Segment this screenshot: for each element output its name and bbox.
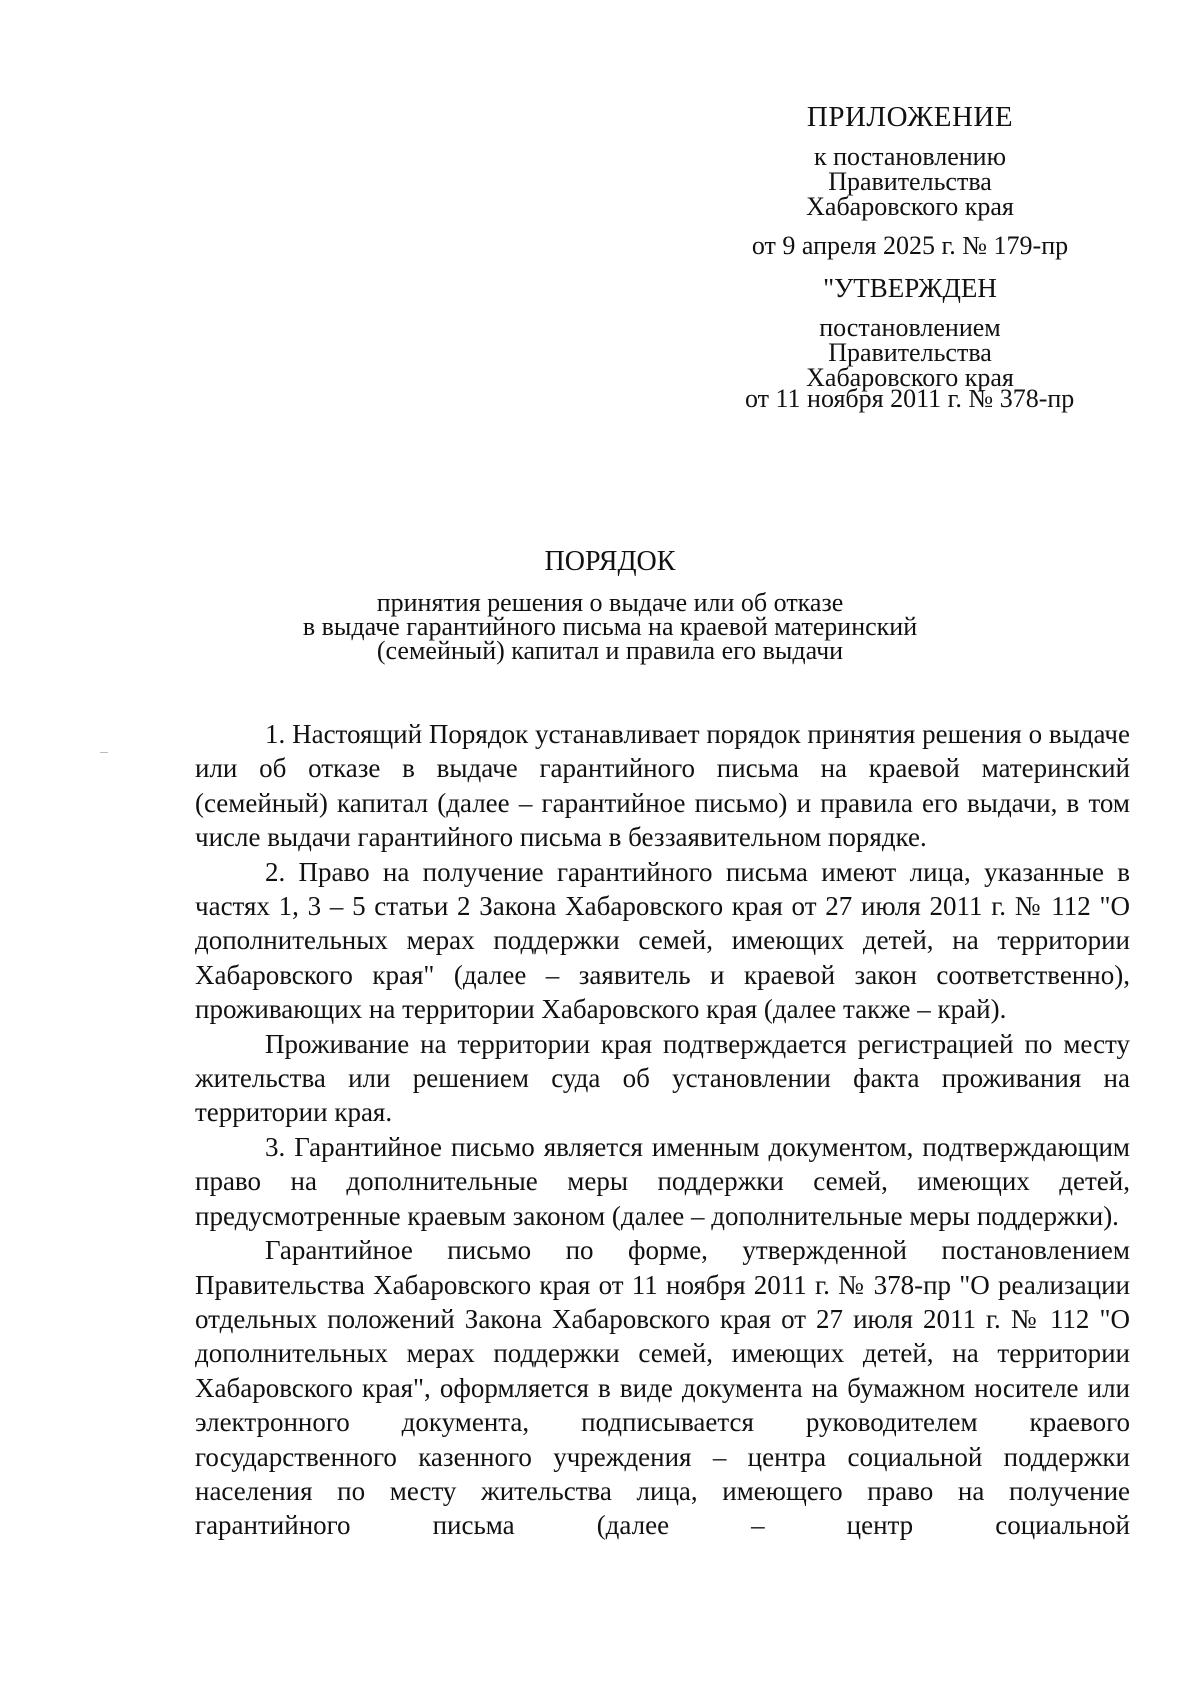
- appendix-title: ПРИЛОЖЕНИЕ: [806, 101, 1014, 133]
- document-body: [195, 717, 1130, 1543]
- document-title-main: ПОРЯДОК: [544, 546, 676, 577]
- approved-by-line-1: постановлением: [819, 313, 1001, 342]
- paragraph-3: Проживание на территории края подтверждается регистрацией по месту жительства или решением суда об установлении факта проживания на территории края.: [195, 1028, 1130, 1128]
- paragraph-5: Гарантийное письмо по форме, утвержденной постановлением Правительства Хабаровского края от 11 ноября 2011 г. № 378-пр "О реализации отдельных положений Закона Хабаровского края от 27 июля 2011 г. № 112 "О дополнительных мерах поддержки семей, имеющих детей, на территории Хабаровского края", оформляется в виде документа на бумажном носителе или электронного документа, подписывается руководителем краевого государственного казенного учреждения – центра социальной поддержки населения по месту жительства лица, имеющего право на получение гарантийного письма (далее – центр социальной: [195, 1235, 1130, 1541]
- resolution-line-1: к постановлению: [813, 142, 1007, 171]
- appendix-header: [700, 100, 1120, 390]
- document-title-sub-3: (семейный) капитал и правила его выдачи: [376, 636, 844, 665]
- document-title: [250, 545, 970, 663]
- approved-by-line-3: Хабаровского края: [806, 363, 1014, 392]
- document-title-sub-1: принятия решения о выдаче или об отказе: [376, 588, 844, 617]
- document-title-sub-2: в выдаче гарантийного письма на краевой материнский: [302, 612, 918, 641]
- approved-date: от 11 ноября 2011 г. № 378-пр: [745, 384, 1075, 413]
- approved-label: "УТВЕРЖДЕН: [823, 273, 997, 303]
- paragraph-4: 3. Гарантийное письмо является именным документом, подтверждающим право на дополнительные меры поддержки семей, имеющих детей, предусмотренные краевым законом (далее – дополнительные меры поддержки).: [195, 1131, 1130, 1231]
- resolution-date: от 9 апреля 2025 г. № 179-пр: [751, 231, 1069, 260]
- approved-by-line-2: Правительства: [828, 338, 992, 367]
- paragraph-1: 1. Настоящий Порядок устанавливает порядок принятия решения о выдаче или об отказе в выдаче гарантийного письма на краевой материнский (семейный) капитал (далее – гарантийное письмо) и правила его выдачи, в том числе выдачи гарантийного письма в беззаявительном порядке.: [195, 719, 1130, 853]
- resolution-line-3: Хабаровского края: [806, 192, 1014, 221]
- margin-mark: [100, 752, 108, 753]
- paragraph-2: 2. Право на получение гарантийного письма имеют лица, указанные в частях 1, 3 – 5 статьи 2 Закона Хабаровского края от 27 июля 2011 г. № 112 "О дополнительных мерах поддержки семей, имеющих детей, на территории Хабаровского края" (далее – заявитель и краевой закон соответственно), проживающих на территории Хабаровского края (далее также – край).: [195, 856, 1130, 1025]
- resolution-line-2: Правительства: [828, 167, 992, 196]
